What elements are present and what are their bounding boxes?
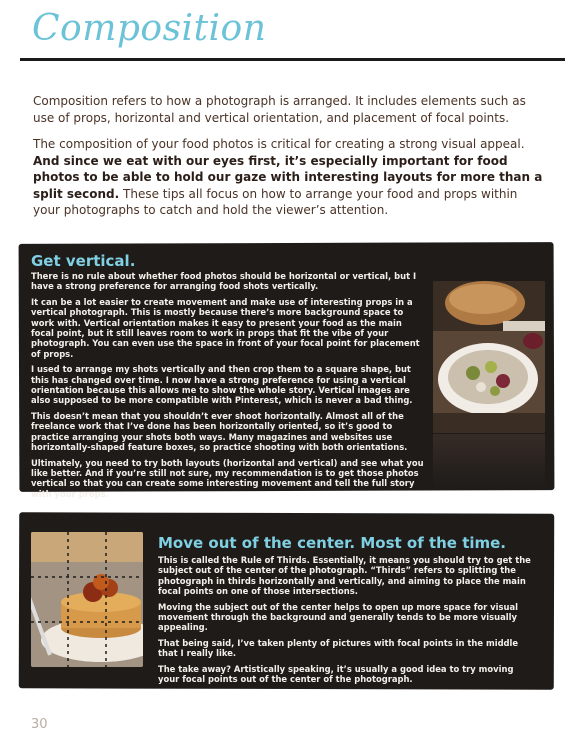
body-paragraph: There is no rule about whether food photos should be horizontal or vertical, but I have a strong preference for arranging food shots vertically. xyxy=(31,271,417,292)
section-heading-out-of-center: Move out of the center. Most of the time. xyxy=(158,534,507,552)
pancakes-photo-graphic xyxy=(31,532,143,667)
out-of-center-body xyxy=(158,555,536,689)
pancakes-photo xyxy=(31,532,143,667)
intro-emphasis: And since we eat with our eyes first, it’s especially important for food photos to be able to hold our gaze with interesting layouts for more than a split second. xyxy=(33,153,543,201)
body-paragraph: That being said, I’ve taken plenty of pictures with focal points in the middle that I really like. xyxy=(158,637,519,659)
get-vertical-body xyxy=(31,271,427,504)
intro-paragraph-1: Composition refers to how a photograph is arranged. It includes elements such as use of props, horizontal and vertical orientation, and placement of focal points. xyxy=(33,94,526,125)
body-paragraph: Moving the subject out of the center helps to open up more space for visual movement through the background and generally tends to be more visually appealing. xyxy=(158,601,518,633)
salad-photo-graphic xyxy=(433,281,545,433)
section-heading-get-vertical: Get vertical. xyxy=(31,252,136,270)
intro-paragraph-2: The composition of your food photos is critical for creating a strong visual appeal. And since we eat with our eyes first, it’s especially important for food photos to be able to hold our gaze with interesting layouts for more than a split second. These tips all focus on how to arrange your food and props within your photographs to catch and hold the viewer’s attention. xyxy=(33,137,543,217)
body-paragraph: This doesn’t mean that you shouldn’t ever shoot horizontally. Almost all of the freelance work that I’ve done has been horizontally oriented, so it’s good to practice arranging your shots both ways. Many magazines and websites use horizontally-shaped feature boxes, so practice shooting with both orientations. xyxy=(31,410,408,453)
salad-photo-reflection xyxy=(433,434,545,489)
title-divider xyxy=(20,58,565,61)
body-paragraph: This is called the Rule of Thirds. Essentially, it means you should try to get the subject out of the center of the photograph. “Thirds” refers to splitting the photograph in thirds horizontally and vertically, and aiming to place the main focal points on one of those intersections. xyxy=(158,555,531,597)
page-title: Composition xyxy=(32,8,267,49)
body-paragraph: Ultimately, you need to try both layouts (horizontal and vertical) and see what you like better. And if you’re still not sure, my recommendation is to get those photos vertical so that you can create some interesting movement and tell the full story with your props. xyxy=(31,457,424,499)
salad-photo xyxy=(433,281,545,433)
body-paragraph: I used to arrange my shots vertically and then crop them to a square shape, but this has changed over time. I now have a strong preference for using a vertical orientation because this allows me to show the whole story. Vertical images are also supposed to be more compatible with Pinterest, which is never a bad thing. xyxy=(31,364,413,406)
intro-text xyxy=(33,93,547,229)
body-paragraph: It can be a lot easier to create movement and make use of interesting props in a vertical photograph. This is mostly because there’s more background space to work with. Vertical orientation makes it easy to present your food as the main focal point, but it still leaves room to work in props that fit the vibe of your photograph. You can even use the space in front of your focal point for placement of props. xyxy=(31,296,420,359)
page-number: 30 xyxy=(31,717,48,732)
body-paragraph: The take away? Artistically speaking, it’s usually a good idea to try moving your focal points out of the center of the photograph. xyxy=(158,663,514,685)
